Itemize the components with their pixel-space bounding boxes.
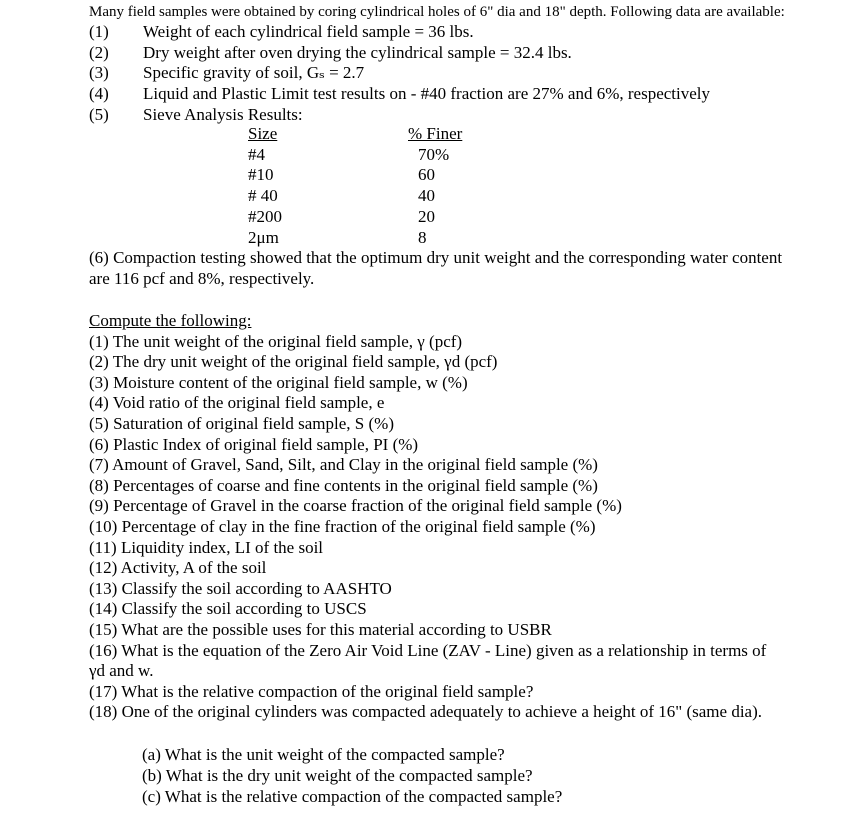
question-item: (17) What is the relative compaction of the original field sample? xyxy=(89,681,534,701)
sieve-analysis-table xyxy=(248,124,498,248)
finer-header: % Finer xyxy=(408,124,463,143)
percent-finer: 40 xyxy=(418,186,435,206)
question-item: (8) Percentages of coarse and fine contents in the original field sample (%) xyxy=(89,475,598,495)
percent-finer: 8 xyxy=(418,227,427,247)
question-item: (9) Percentage of Gravel in the coarse fraction of the original field sample (%) xyxy=(89,496,622,516)
percent-finer: 20 xyxy=(418,206,435,226)
question-item: (7) Amount of Gravel, Sand, Silt, and Clay in the original field sample (%) xyxy=(89,455,598,475)
given-item xyxy=(89,22,710,43)
question-item: (13) Classify the soil according to AASHTO xyxy=(89,578,392,598)
sieve-size: #10 xyxy=(248,165,274,185)
table-row xyxy=(248,207,498,228)
given-item xyxy=(89,105,710,126)
percent-finer: 70% xyxy=(418,144,450,164)
subquestion-item: (a) What is the unit weight of the compacted sample? xyxy=(142,745,505,764)
question-item: (6) Plastic Index of original field sample, PI (%) xyxy=(89,434,419,454)
subquestion-item: (c) What is the relative compaction of the compacted sample? xyxy=(142,787,563,806)
item-number: (4) xyxy=(89,84,109,104)
item-text: Liquid and Plastic Limit test results on - #40 fraction are 27% and 6%, respectively xyxy=(143,84,710,104)
sieve-size: #200 xyxy=(248,206,282,226)
table-row xyxy=(248,145,498,166)
question-item: (1) The unit weight of the original field sample, γ (pcf) xyxy=(89,331,463,351)
percent-finer: 60 xyxy=(418,165,435,185)
question-item: (11) Liquidity index, LI of the soil xyxy=(89,537,324,557)
question-item: (3) Moisture content of the original field sample, w (%) xyxy=(89,372,468,392)
question-item: (15) What are the possible uses for this material according to USBR xyxy=(89,619,552,639)
given-item xyxy=(89,43,710,64)
intro-text: Many field samples were obtained by coring cylindrical holes of 6" dia and 18" depth. Following data are available: xyxy=(89,4,785,20)
given-item xyxy=(89,63,710,84)
item-text: Sieve Analysis Results: xyxy=(143,104,303,124)
given-data-list xyxy=(89,22,710,126)
compaction-paragraph: (6) Compaction testing showed that the optimum dry unit weight and the corresponding water content are 116 pcf and 8%, respectively. xyxy=(89,248,783,288)
item-text: Dry weight after oven drying the cylindrical sample = 32.4 lbs. xyxy=(143,42,572,62)
item-number: (2) xyxy=(89,42,109,62)
question-item: (18) One of the original cylinders was compacted adequately to achieve a height of 16" (same dia). xyxy=(89,702,762,722)
item-number: (1) xyxy=(89,22,109,41)
subquestion-list xyxy=(142,744,562,807)
table-row xyxy=(248,228,498,249)
table-row xyxy=(248,186,498,207)
item-number: (5) xyxy=(89,104,109,124)
sieve-size: #4 xyxy=(248,144,265,164)
table-row xyxy=(248,165,498,186)
size-header: Size xyxy=(248,124,278,143)
question-item: (4) Void ratio of the original field sample, e xyxy=(89,393,385,413)
compute-heading: Compute the following: xyxy=(89,311,252,330)
question-item: (2) The dry unit weight of the original field sample, γd (pcf) xyxy=(89,352,498,372)
item-text: Weight of each cylindrical field sample = 36 lbs. xyxy=(143,22,474,41)
question-item: (14) Classify the soil according to USCS xyxy=(89,599,367,619)
question-item: (16) What is the equation of the Zero Air Void Line (ZAV - Line) given as a relationship in terms of γd and w. xyxy=(89,640,767,681)
item-text: Specific gravity of soil, Gₛ = 2.7 xyxy=(143,63,365,83)
compute-section xyxy=(89,311,779,723)
sieve-size: # 40 xyxy=(248,186,278,206)
item-number: (3) xyxy=(89,63,109,83)
question-item: (5) Saturation of original field sample, S (%) xyxy=(89,413,394,433)
question-item: (10) Percentage of clay in the fine fraction of the original field sample (%) xyxy=(89,516,596,536)
given-item xyxy=(89,84,710,105)
subquestion-item: (b) What is the dry unit weight of the compacted sample? xyxy=(142,766,533,785)
table-header-row xyxy=(248,124,498,145)
sieve-size: 2μm xyxy=(248,227,279,247)
question-item: (12) Activity, A of the soil xyxy=(89,558,267,578)
